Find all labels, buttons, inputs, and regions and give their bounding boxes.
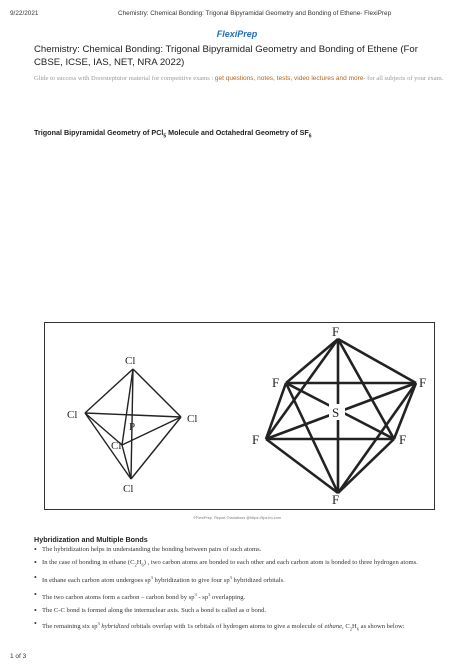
superscript: 3: [97, 620, 100, 626]
pcl5-label-bottom: Cl: [123, 483, 134, 495]
list-item: [34, 545, 444, 554]
brand-logo[interactable]: FlexiPrep: [216, 29, 258, 39]
bullet-text: The C-C bond is formed along the internuclear axis. Such a bond is called as σ bond.: [42, 606, 267, 614]
bullet-text: The hybridization helps in understanding the bonding between pairs of such atoms.: [42, 546, 262, 553]
superscript: 3: [208, 591, 211, 597]
heading-part: Molecule and Octahedral Geometry of SF: [166, 128, 309, 137]
list-item: [34, 606, 444, 615]
sf6-label-upper-right: F: [419, 375, 427, 390]
superscript: 3: [150, 575, 153, 581]
subscript: 6: [356, 626, 360, 632]
sf6-label-top: F: [332, 324, 340, 339]
bullet-list: [34, 545, 444, 637]
promo-text: [34, 74, 444, 84]
pcl5-label-center: P: [129, 421, 136, 433]
bullet-text: overlapping.: [210, 593, 246, 601]
geometry-diagram: [45, 323, 434, 509]
sf6-label-upper-left: F: [272, 375, 280, 390]
subscript: 6: [141, 562, 144, 568]
list-item: [34, 619, 444, 634]
list-item: [34, 573, 444, 585]
bullet-text: as shown below:: [359, 622, 405, 630]
list-item: [34, 558, 444, 569]
print-page-title: Chemistry: Chemical Bonding: Trigonal Bipyramidal Geometry and Bonding of Ethene- FlexiPrep: [118, 10, 392, 17]
geometry-figure: [44, 322, 435, 510]
bullet-text: orbitals overlap with 1s orbitals of hydrogen atoms to give a molecule of: [129, 622, 325, 630]
bullet-text: H: [352, 622, 357, 630]
bullet-text: - sp: [196, 593, 209, 601]
print-date: 9/22/2021: [10, 10, 39, 17]
section-heading-geometry: [34, 128, 312, 139]
bullet-text-italic: hybridized: [99, 622, 130, 630]
promo-link[interactable]: get questions, notes, tests, video lectures and more: [214, 75, 364, 82]
superscript: 3: [229, 575, 232, 581]
bullet-text: In ethane each carbon atom undergoes sp: [42, 577, 151, 585]
figure-credit: ©FlexiPrep. Report ©violations @https://tips.fm.com: [193, 516, 281, 520]
bullet-text: The two carbon atoms form a carbon – carbon bond by sp: [42, 593, 195, 601]
bullet-text: H: [136, 559, 142, 566]
heading-part: Trigonal Bipyramidal Geometry of PCl: [34, 128, 164, 137]
list-item: [34, 590, 444, 602]
bullet-text: hybridized orbitals.: [231, 577, 285, 585]
superscript: 3: [194, 591, 197, 597]
subscript: 2: [349, 626, 352, 632]
bullet-text: ) , two carbon atoms are bonded to each other and each carbon atom is bonded to three hydrogen atoms.: [143, 559, 418, 566]
heading-subscript: 6: [308, 133, 312, 140]
bullet-text: In the case of bonding in ethane (C: [42, 559, 135, 566]
sf6-label-bottom: F: [332, 492, 340, 507]
sf6-label-lower-right: F: [399, 432, 407, 447]
promo-prefix: Glide to success with Doorsteptutor material for competitive exams :: [34, 75, 215, 82]
section-heading-hybridization: Hybridization and Multiple Bonds: [34, 535, 148, 544]
bullet-text: The remaining six sp: [42, 622, 98, 630]
pcl5-label-front: Cl: [111, 440, 122, 452]
bullet-text: , C: [342, 622, 350, 630]
bullet-text-italic: ethane: [324, 622, 343, 630]
sf6-label-lower-left: F: [252, 432, 260, 447]
promo-suffix: - for all subjects of your exam.: [363, 75, 444, 82]
heading-subscript: 5: [163, 133, 167, 140]
subscript: 2: [134, 562, 137, 568]
pcl5-label-right: Cl: [187, 413, 198, 425]
article-title: Chemistry: Chemical Bonding: Trigonal Bipyramidal Geometry and Bonding of Ethene (For CBSE, ICSE, IAS, NET, NRA 2022): [34, 44, 418, 68]
bullet-text: hybridization to give four sp: [152, 577, 230, 585]
page-number: 1 of 3: [10, 653, 27, 660]
pcl5-label-top: Cl: [125, 355, 136, 367]
print-header: [8, 10, 466, 22]
pcl5-label-left: Cl: [67, 409, 78, 421]
sf6-label-center: S: [332, 405, 340, 420]
